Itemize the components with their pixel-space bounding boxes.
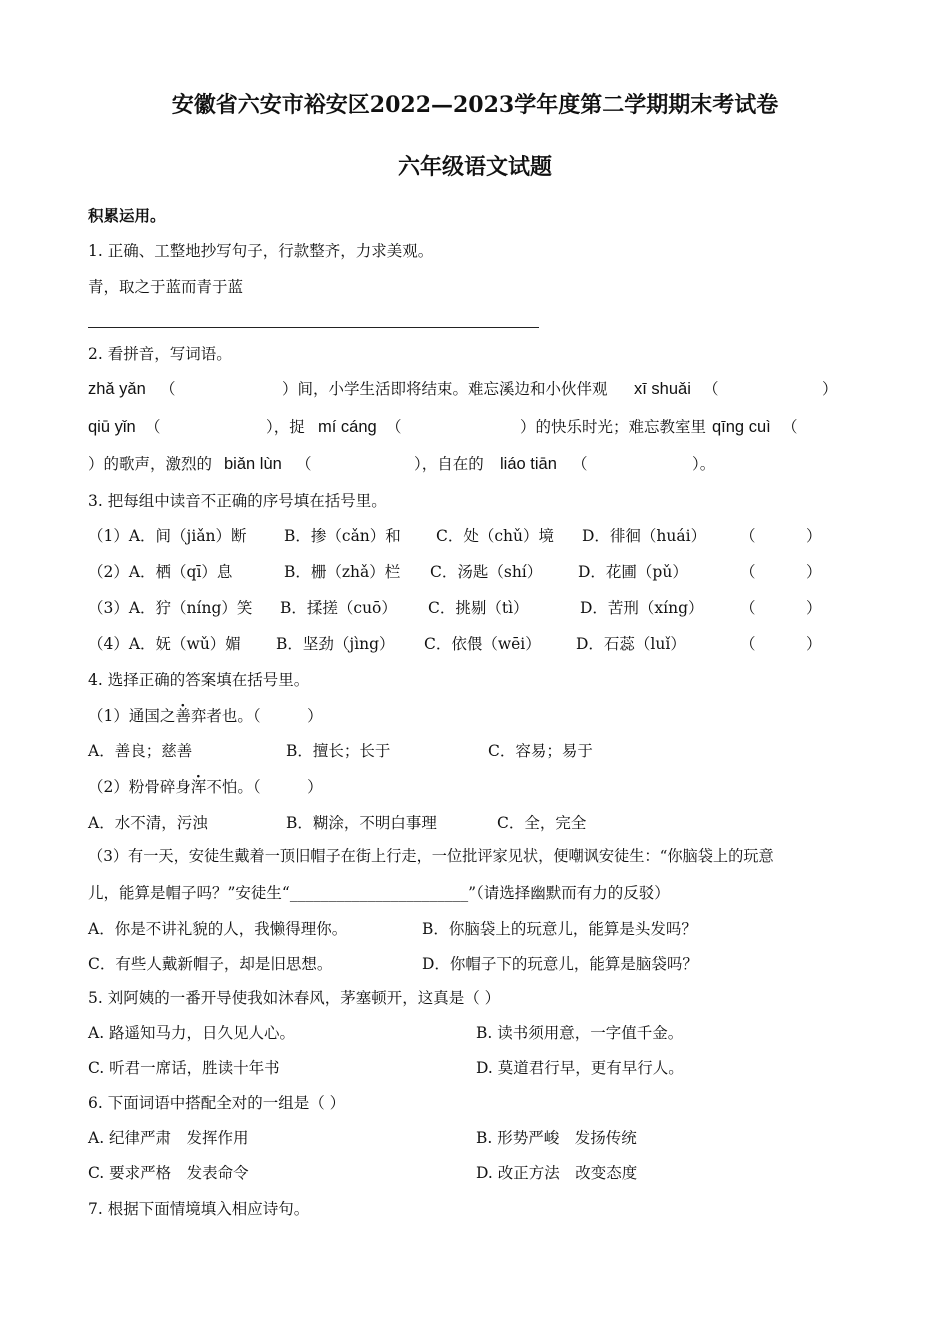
q3-option: （4）A．妩（wǔ）媚 bbox=[88, 635, 241, 653]
page-title: 安徽省六安市裕安区2022—2023学年度第二学期期末考试卷 bbox=[171, 92, 779, 118]
q2-text: ）的歌声，激烈的 bbox=[88, 455, 213, 473]
q3-option: （1）A．间（jiǎn）断 bbox=[88, 527, 247, 545]
q2-pinyin: xī shuǎi bbox=[634, 380, 691, 398]
section-heading: 积累运用。 bbox=[88, 206, 166, 225]
q3-answer-open: （ bbox=[740, 527, 756, 545]
q2-blank-open: （ bbox=[145, 418, 161, 436]
q3-option: （2）A．栖（qī）息 bbox=[88, 563, 233, 581]
q3-answer-close: ） bbox=[806, 635, 822, 653]
q4-sub3-tail: ”（请选择幽默而有力的反驳） bbox=[468, 884, 670, 902]
q4-sub3-blank[interactable]: _______________________ bbox=[289, 884, 469, 902]
q2-blank-open: （ bbox=[703, 380, 719, 398]
q4-sub2-post: 不怕。（ ） bbox=[206, 778, 323, 796]
q4-option: C．容易；易于 bbox=[488, 742, 593, 760]
q2-blank-close: ）。 bbox=[692, 455, 716, 473]
q3-option: （3）A．狞（níng）笑 bbox=[88, 599, 253, 617]
q3-answer-close: ） bbox=[806, 563, 822, 581]
q3-stem: 3. 把每组中读音不正确的序号填在括号里。 bbox=[88, 492, 387, 510]
q4-sub3-line1: （3）有一天，安徒生戴着一顶旧帽子在街上行走，一位批评家见状，便嘲讽安徒生：“你脑袋上的玩意 bbox=[88, 847, 774, 865]
q4-option: C．全，完全 bbox=[497, 814, 587, 832]
q3-answer-open: （ bbox=[740, 635, 756, 653]
q2-pinyin: liáo tiān bbox=[500, 455, 557, 473]
q3-option: D．徘徊（huái） bbox=[582, 527, 707, 545]
q3-answer-close: ） bbox=[806, 599, 822, 617]
q2-blank-open: （ bbox=[296, 455, 312, 473]
q2-pinyin: qiū yǐn bbox=[88, 418, 136, 436]
q2-blank-open: （ bbox=[386, 418, 402, 436]
q6-option: B. 形势严峻 发扬传统 bbox=[476, 1129, 637, 1147]
q2-text: ）间，小学生活即将结束。难忘溪边和小伙伴观 bbox=[282, 380, 608, 398]
q6-stem: 6. 下面词语中搭配全对的一组是（ ） bbox=[88, 1094, 346, 1112]
q1-stem: 1. 正确、工整地抄写句子，行款整齐，力求美观。 bbox=[88, 242, 434, 260]
q3-answer-open: （ bbox=[740, 563, 756, 581]
q4-sub1-pre: （1）通国之 bbox=[88, 707, 176, 725]
q4-sub3-lead: 儿，能算是帽子吗？”安徒生“ bbox=[88, 884, 290, 902]
q1-answer-line[interactable] bbox=[88, 327, 539, 328]
page-subtitle: 六年级语文试题 bbox=[397, 154, 552, 180]
q3-option: D．石蕊（luǐ） bbox=[576, 635, 686, 653]
q4-option: A．你是不讲礼貌的人，我懒得理你。 bbox=[88, 920, 348, 938]
q4-sub3-line2 bbox=[88, 882, 670, 904]
q2-pinyin: mí cáng bbox=[318, 418, 377, 436]
q2-pinyin: qīng cuì bbox=[712, 418, 771, 436]
q3-option: D．花圃（pǔ） bbox=[578, 563, 688, 581]
q4-sub1-dotted-char: 善 bbox=[175, 707, 191, 725]
q6-option: D. 改正方法 改变态度 bbox=[476, 1164, 638, 1182]
q5-option: D. 莫道君行早，更有早行人。 bbox=[476, 1059, 684, 1077]
q4-sub1 bbox=[88, 705, 323, 727]
q3-option: D．苦刑（xíng） bbox=[580, 599, 704, 617]
q3-option: B．揉搓（cuō） bbox=[280, 599, 397, 617]
q4-option: B．你脑袋上的玩意儿，能算是头发吗？ bbox=[422, 920, 697, 938]
q4-sub2-dotted-char: 浑 bbox=[190, 778, 207, 796]
q2-blank-open: （ bbox=[160, 380, 176, 398]
q7-stem: 7. 根据下面情境填入相应诗句。 bbox=[88, 1200, 310, 1218]
q2-blank-open: （ bbox=[572, 455, 588, 473]
q3-option: C．依偎（wēi） bbox=[424, 635, 541, 653]
q4-option: A．水不清，污浊 bbox=[88, 814, 208, 832]
q4-option: D．你帽子下的玩意儿，能算是脑袋吗？ bbox=[422, 955, 698, 973]
q6-option: C. 要求严格 发表命令 bbox=[88, 1164, 249, 1182]
q2-text: ），捉 bbox=[266, 418, 305, 436]
q3-option: C．处（chǔ）境 bbox=[436, 527, 555, 545]
q3-option: C．汤匙（shí） bbox=[430, 563, 543, 581]
q3-option: C．挑剔（tì） bbox=[428, 599, 529, 617]
q3-option: B．坚劲（jìng） bbox=[276, 635, 395, 653]
q3-answer-close: ） bbox=[806, 527, 822, 545]
q4-sub2 bbox=[88, 776, 323, 798]
q2-stem: 2. 看拼音，写词语。 bbox=[88, 345, 232, 363]
q6-option: A. 纪律严肃 发挥作用 bbox=[88, 1129, 249, 1147]
q4-sub2-pre: （2）粉骨碎身 bbox=[88, 778, 191, 796]
q3-option: B．栅（zhǎ）栏 bbox=[284, 563, 401, 581]
q1-text: 青，取之于蓝而青于蓝 bbox=[88, 278, 244, 296]
q2-blank-open: （ bbox=[782, 418, 798, 436]
q5-stem: 5. 刘阿姨的一番开导使我如沐春风，茅塞顿开，这真是（ ） bbox=[88, 989, 501, 1007]
q2-pinyin: biǎn lùn bbox=[224, 455, 282, 473]
q4-stem: 4. 选择正确的答案填在括号里。 bbox=[88, 671, 310, 689]
q4-sub1-post: 弈者也。（ ） bbox=[190, 707, 323, 725]
q2-blank-close: ） bbox=[822, 380, 838, 398]
q4-option: C．有些人戴新帽子，却是旧思想。 bbox=[88, 955, 333, 973]
q5-option: C. 听君一席话，胜读十年书 bbox=[88, 1059, 280, 1077]
q5-option: A. 路遥知马力，日久见人心。 bbox=[88, 1024, 296, 1042]
q5-option: B. 读书须用意，一字值千金。 bbox=[476, 1024, 684, 1042]
q2-text: ），自在的 bbox=[414, 455, 484, 473]
q3-option: B．掺（cǎn）和 bbox=[284, 527, 401, 545]
q2-text: ）的快乐时光；难忘教室里 bbox=[520, 418, 707, 436]
q3-answer-open: （ bbox=[740, 599, 756, 617]
q4-option: A．善良；慈善 bbox=[88, 742, 193, 760]
q4-option: B．糊涂，不明白事理 bbox=[286, 814, 437, 832]
q2-pinyin: zhǎ yǎn bbox=[88, 380, 146, 398]
q4-option: B．擅长；长于 bbox=[286, 742, 391, 760]
